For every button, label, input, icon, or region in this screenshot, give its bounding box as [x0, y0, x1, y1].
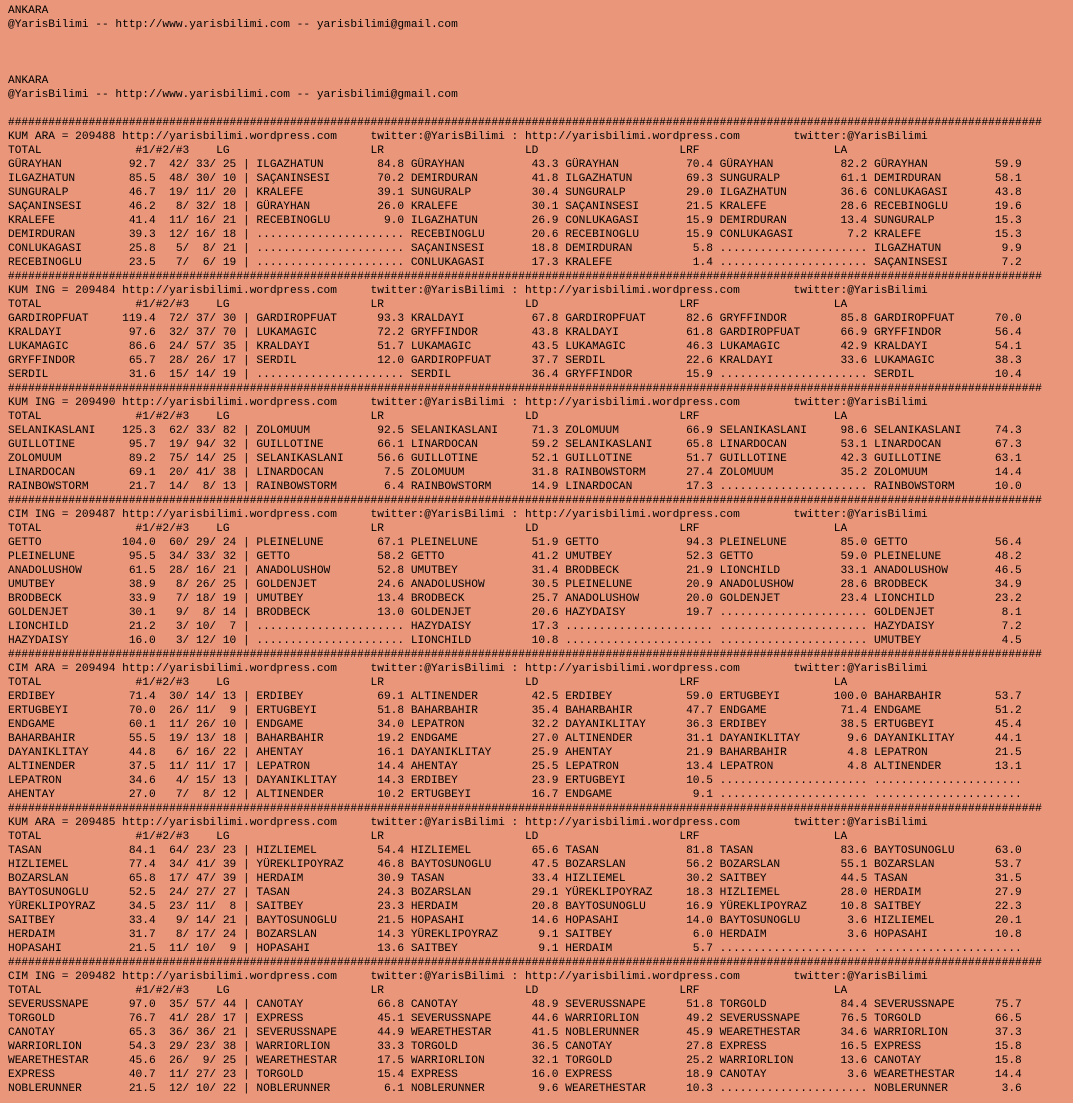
result-row: SAITBEY 33.4 9/ 14/ 21 | BAYTOSUNOGLU 21.5 HOPASAHI 14.6 HOPASAHI 14.0 BAYTOSUNOGLU 3.6 HIZLIEMEL 20.1	[8, 915, 1022, 927]
city-title: ANKARA	[8, 5, 49, 17]
result-row: LINARDOCAN 69.1 20/ 41/ 38 | LINARDOCAN 7.5 ZOLOMUUM 31.8 RAINBOWSTORM 27.4 ZOLOMUUM 35.2 ZOLOMUUM 14.4	[8, 467, 1022, 479]
result-row: ERTUGBEYI 70.0 26/ 11/ 9 | ERTUGBEYI 51.8 BAHARBAHIR 35.4 BAHARBAHIR 47.7 ENDGAME 71.4 ENDGAME 51.2	[8, 705, 1022, 717]
column-headers: TOTAL #1/#2/#3 LG LR LD LRF LA	[8, 145, 848, 157]
column-headers: TOTAL #1/#2/#3 LG LR LD LRF LA	[8, 411, 848, 423]
contact-line: @YarisBilimi -- http://www.yarisbilimi.com -- yarisbilimi@gmail.com	[8, 89, 458, 101]
result-row: ALTINENDER 37.5 11/ 11/ 17 | LEPATRON 14.4 AHENTAY 25.5 LEPATRON 13.4 LEPATRON 4.8 ALTINENDER 13.1	[8, 761, 1022, 773]
column-headers: TOTAL #1/#2/#3 LG LR LD LRF LA	[8, 299, 848, 311]
result-row: SAÇANINSESI 46.2 8/ 32/ 18 | GÜRAYHAN 26.0 KRALEFE 30.1 SAÇANINSESI 21.5 KRALEFE 28.6 RECEBINOGLU 19.6	[8, 201, 1022, 213]
race-header: KUM ING = 209490 http://yarisbilimi.wordpress.com twitter:@YarisBilimi : http://yarisbilimi.wordpress.com twitter:@YarisBilimi	[8, 397, 928, 409]
section-divider: ##########################################################################################################################################################	[8, 649, 1042, 661]
race-header: KUM ARA = 209488 http://yarisbilimi.wordpress.com twitter:@YarisBilimi : http://yarisbilimi.wordpress.com twitter:@YarisBilimi	[8, 131, 928, 143]
result-row: SEVERUSSNAPE 97.0 35/ 57/ 44 | CANOTAY 66.8 CANOTAY 48.9 SEVERUSSNAPE 51.8 TORGOLD 84.4 SEVERUSSNAPE 75.7	[8, 999, 1022, 1011]
result-row: GOLDENJET 30.1 9/ 8/ 14 | BRODBECK 13.0 GOLDENJET 20.6 HAZYDAISY 19.7 ...................... GOLDENJET 8.1	[8, 607, 1022, 619]
blank-line	[8, 60, 1073, 74]
result-row: YÜREKLIPOYRAZ 34.5 23/ 11/ 8 | SAITBEY 23.3 HERDAIM 20.8 BAYTOSUNOGLU 16.9 YÜREKLIPOYRAZ 10.8 SAITBEY 22.3	[8, 901, 1022, 913]
result-row: DEMIRDURAN 39.3 12/ 16/ 18 | ...................... RECEBINOGLU 20.6 RECEBINOGLU 15.9 CONLUKAGASI 7.2 KRALEFE 15.3	[8, 229, 1022, 241]
column-headers: TOTAL #1/#2/#3 LG LR LD LRF LA	[8, 985, 848, 997]
contact-line: @YarisBilimi -- http://www.yarisbilimi.com -- yarisbilimi@gmail.com	[8, 19, 458, 31]
result-row: DAYANIKLITAY 44.8 6/ 16/ 22 | AHENTAY 16.1 DAYANIKLITAY 25.9 AHENTAY 21.9 BAHARBAHIR 4.8 LEPATRON 21.5	[8, 747, 1022, 759]
column-headers: TOTAL #1/#2/#3 LG LR LD LRF LA	[8, 523, 848, 535]
result-row: HERDAIM 31.7 8/ 17/ 24 | BOZARSLAN 14.3 YÜREKLIPOYRAZ 9.1 SAITBEY 6.0 HERDAIM 3.6 HOPASAHI 10.8	[8, 929, 1022, 941]
result-row: ANADOLUSHOW 61.5 28/ 16/ 21 | ANADOLUSHOW 52.8 UMUTBEY 31.4 BRODBECK 21.9 LIONCHILD 33.1 ANADOLUSHOW 46.5	[8, 565, 1022, 577]
result-row: GUILLOTINE 95.7 19/ 94/ 32 | GUILLOTINE 66.1 LINARDOCAN 59.2 SELANIKASLANI 65.8 LINARDOCAN 53.1 LINARDOCAN 67.3	[8, 439, 1022, 451]
section-divider: ##########################################################################################################################################################	[8, 117, 1042, 129]
column-headers: TOTAL #1/#2/#3 LG LR LD LRF LA	[8, 831, 848, 843]
result-row: RAINBOWSTORM 21.7 14/ 8/ 13 | RAINBOWSTORM 6.4 RAINBOWSTORM 14.9 LINARDOCAN 17.3 ...................... RAINBOWSTORM 10.0	[8, 481, 1022, 493]
result-row: BOZARSLAN 65.8 17/ 47/ 39 | HERDAIM 30.9 TASAN 33.4 HIZLIEMEL 30.2 SAITBEY 44.5 TASAN 31.5	[8, 873, 1022, 885]
result-row: RECEBINOGLU 23.5 7/ 6/ 19 | ...................... CONLUKAGASI 17.3 KRALEFE 1.4 ...................... SAÇANINSESI 7.2	[8, 257, 1022, 269]
blank-line	[8, 32, 1073, 46]
city-title: ANKARA	[8, 75, 49, 87]
result-row: BAHARBAHIR 55.5 19/ 13/ 18 | BAHARBAHIR 19.2 ENDGAME 27.0 ALTINENDER 31.1 DAYANIKLITAY 9.6 DAYANIKLITAY 44.1	[8, 733, 1022, 745]
section-divider: ##########################################################################################################################################################	[8, 495, 1042, 507]
result-row: PLEINELUNE 95.5 34/ 33/ 32 | GETTO 58.2 GETTO 41.2 UMUTBEY 52.3 GETTO 59.0 PLEINELUNE 48.2	[8, 551, 1022, 563]
result-row: LUKAMAGIC 86.6 24/ 57/ 35 | KRALDAYI 51.7 LUKAMAGIC 43.5 LUKAMAGIC 46.3 LUKAMAGIC 42.9 KRALDAYI 54.1	[8, 341, 1022, 353]
result-row: HOPASAHI 21.5 11/ 10/ 9 | HOPASAHI 13.6 SAITBEY 9.1 HERDAIM 5.7 ...................... ......................	[8, 943, 1022, 955]
result-row: GARDIROPFUAT 119.4 72/ 37/ 30 | GARDIROPFUAT 93.3 KRALDAYI 67.8 GARDIROPFUAT 82.6 GRYFFINDOR 85.8 GARDIROPFUAT 70.0	[8, 313, 1022, 325]
result-row: GRYFFINDOR 65.7 28/ 26/ 17 | SERDIL 12.0 GARDIROPFUAT 37.7 SERDIL 22.6 KRALDAYI 33.6 LUKAMAGIC 38.3	[8, 355, 1022, 367]
result-row: LEPATRON 34.6 4/ 15/ 13 | DAYANIKLITAY 14.3 ERDIBEY 23.9 ERTUGBEYI 10.5 ...................... ......................	[8, 775, 1022, 787]
result-row: HIZLIEMEL 77.4 34/ 41/ 39 | YÜREKLIPOYRAZ 46.8 BAYTOSUNOGLU 47.5 BOZARSLAN 56.2 BOZARSLAN 55.1 BOZARSLAN 53.7	[8, 859, 1022, 871]
result-row: SERDIL 31.6 15/ 14/ 19 | ...................... SERDIL 36.4 GRYFFINDOR 15.9 ...................... SERDIL 10.4	[8, 369, 1022, 381]
result-row: KRALEFE 41.4 11/ 16/ 21 | RECEBINOGLU 9.0 ILGAZHATUN 26.9 CONLUKAGASI 15.9 DEMIRDURAN 13.4 SUNGURALP 15.3	[8, 215, 1022, 227]
race-header: KUM ARA = 209485 http://yarisbilimi.wordpress.com twitter:@YarisBilimi : http://yarisbilimi.wordpress.com twitter:@YarisBilimi	[8, 817, 928, 829]
result-row: ILGAZHATUN 85.5 48/ 30/ 10 | SAÇANINSESI 70.2 DEMIRDURAN 41.8 ILGAZHATUN 69.3 SUNGURALP 61.1 DEMIRDURAN 58.1	[8, 173, 1022, 185]
race-header: CIM ING = 209487 http://yarisbilimi.wordpress.com twitter:@YarisBilimi : http://yarisbilimi.wordpress.com twitter:@YarisBilimi	[8, 509, 928, 521]
result-row: CANOTAY 65.3 36/ 36/ 21 | SEVERUSSNAPE 44.9 WEARETHESTAR 41.5 NOBLERUNNER 45.9 WEARETHESTAR 34.6 WARRIORLION 37.3	[8, 1027, 1022, 1039]
result-row: KRALDAYI 97.6 32/ 37/ 70 | LUKAMAGIC 72.2 GRYFFINDOR 43.8 KRALDAYI 61.8 GARDIROPFUAT 66.9 GRYFFINDOR 56.4	[8, 327, 1022, 339]
result-row: AHENTAY 27.0 7/ 8/ 12 | ALTINENDER 10.2 ERTUGBEYI 16.7 ENDGAME 9.1 ...................... ......................	[8, 789, 1022, 801]
section-divider: ##########################################################################################################################################################	[8, 383, 1042, 395]
result-row: GETTO 104.0 60/ 29/ 24 | PLEINELUNE 67.1 PLEINELUNE 51.9 GETTO 94.3 PLEINELUNE 85.0 GETTO 56.4	[8, 537, 1022, 549]
result-row: UMUTBEY 38.9 8/ 26/ 25 | GOLDENJET 24.6 ANADOLUSHOW 30.5 PLEINELUNE 20.9 ANADOLUSHOW 28.6 BRODBECK 34.9	[8, 579, 1022, 591]
result-row: EXPRESS 40.7 11/ 27/ 23 | TORGOLD 15.4 EXPRESS 16.0 EXPRESS 18.9 CANOTAY 3.6 WEARETHESTAR 14.4	[8, 1069, 1022, 1081]
section-divider: ##########################################################################################################################################################	[8, 271, 1042, 283]
result-row: ZOLOMUUM 89.2 75/ 14/ 25 | SELANIKASLANI 56.6 GUILLOTINE 52.1 GUILLOTINE 51.7 GUILLOTINE 42.3 GUILLOTINE 63.1	[8, 453, 1022, 465]
section-divider: ##########################################################################################################################################################	[8, 803, 1042, 815]
result-row: HAZYDAISY 16.0 3/ 12/ 10 | ...................... LIONCHILD 10.8 ...................... ...................... UMUTBEY 4.5	[8, 635, 1022, 647]
race-header: CIM ARA = 209494 http://yarisbilimi.wordpress.com twitter:@YarisBilimi : http://yarisbilimi.wordpress.com twitter:@YarisBilimi	[8, 663, 928, 675]
result-row: BAYTOSUNOGLU 52.5 24/ 27/ 27 | TASAN 24.3 BOZARSLAN 29.1 YÜREKLIPOYRAZ 18.3 HIZLIEMEL 28.0 HERDAIM 27.9	[8, 887, 1022, 899]
result-row: SELANIKASLANI 125.3 62/ 33/ 82 | ZOLOMUUM 92.5 SELANIKASLANI 71.3 ZOLOMUUM 66.9 SELANIKASLANI 98.6 SELANIKASLANI 74.3	[8, 425, 1022, 437]
result-row: GÜRAYHAN 92.7 42/ 33/ 25 | ILGAZHATUN 84.8 GÜRAYHAN 43.3 GÜRAYHAN 70.4 GÜRAYHAN 82.2 GÜRAYHAN 59.9	[8, 159, 1022, 171]
result-row: ENDGAME 60.1 11/ 26/ 10 | ENDGAME 34.0 LEPATRON 32.2 DAYANIKLITAY 36.3 ERDIBEY 38.5 ERTUGBEYI 45.4	[8, 719, 1022, 731]
result-row: CONLUKAGASI 25.8 5/ 8/ 21 | ...................... SAÇANINSESI 18.8 DEMIRDURAN 5.8 ...................... ILGAZHATUN 9.9	[8, 243, 1022, 255]
result-row: BRODBECK 33.9 7/ 18/ 19 | UMUTBEY 13.4 BRODBECK 25.7 ANADOLUSHOW 20.0 GOLDENJET 23.4 LIONCHILD 23.2	[8, 593, 1022, 605]
result-row: WEARETHESTAR 45.6 26/ 9/ 25 | WEARETHESTAR 17.5 WARRIORLION 32.1 TORGOLD 25.2 WARRIORLION 13.6 CANOTAY 15.8	[8, 1055, 1022, 1067]
result-row: WARRIORLION 54.3 29/ 23/ 38 | WARRIORLION 33.3 TORGOLD 36.5 CANOTAY 27.8 EXPRESS 16.5 EXPRESS 15.8	[8, 1041, 1022, 1053]
section-divider: ##########################################################################################################################################################	[8, 957, 1042, 969]
blank-line	[8, 46, 1073, 60]
column-headers: TOTAL #1/#2/#3 LG LR LD LRF LA	[8, 677, 848, 689]
result-row: ERDIBEY 71.4 30/ 14/ 13 | ERDIBEY 69.1 ALTINENDER 42.5 ERDIBEY 59.0 ERTUGBEYI 100.0 BAHARBAHIR 53.7	[8, 691, 1022, 703]
result-row: TASAN 84.1 64/ 23/ 23 | HIZLIEMEL 54.4 HIZLIEMEL 65.6 TASAN 81.8 TASAN 83.6 BAYTOSUNOGLU 63.0	[8, 845, 1022, 857]
blank-line	[8, 102, 1073, 116]
result-row: TORGOLD 76.7 41/ 28/ 17 | EXPRESS 45.1 SEVERUSSNAPE 44.6 WARRIORLION 49.2 SEVERUSSNAPE 76.5 TORGOLD 66.5	[8, 1013, 1022, 1025]
race-header: KUM ING = 209484 http://yarisbilimi.wordpress.com twitter:@YarisBilimi : http://yarisbilimi.wordpress.com twitter:@YarisBilimi	[8, 285, 928, 297]
result-row: SUNGURALP 46.7 19/ 11/ 20 | KRALEFE 39.1 SUNGURALP 30.4 SUNGURALP 29.0 ILGAZHATUN 36.6 CONLUKAGASI 43.8	[8, 187, 1022, 199]
result-row: NOBLERUNNER 21.5 12/ 10/ 22 | NOBLERUNNER 6.1 NOBLERUNNER 9.6 WEARETHESTAR 10.3 ...................... NOBLERUNNER 3.6	[8, 1083, 1022, 1095]
race-header: CIM ING = 209482 http://yarisbilimi.wordpress.com twitter:@YarisBilimi : http://yarisbilimi.wordpress.com twitter:@YarisBilimi	[8, 971, 928, 983]
result-row: LIONCHILD 21.2 3/ 10/ 7 | ...................... HAZYDAISY 17.3 ...................... ...................... HAZYDAISY 7.2	[8, 621, 1022, 633]
